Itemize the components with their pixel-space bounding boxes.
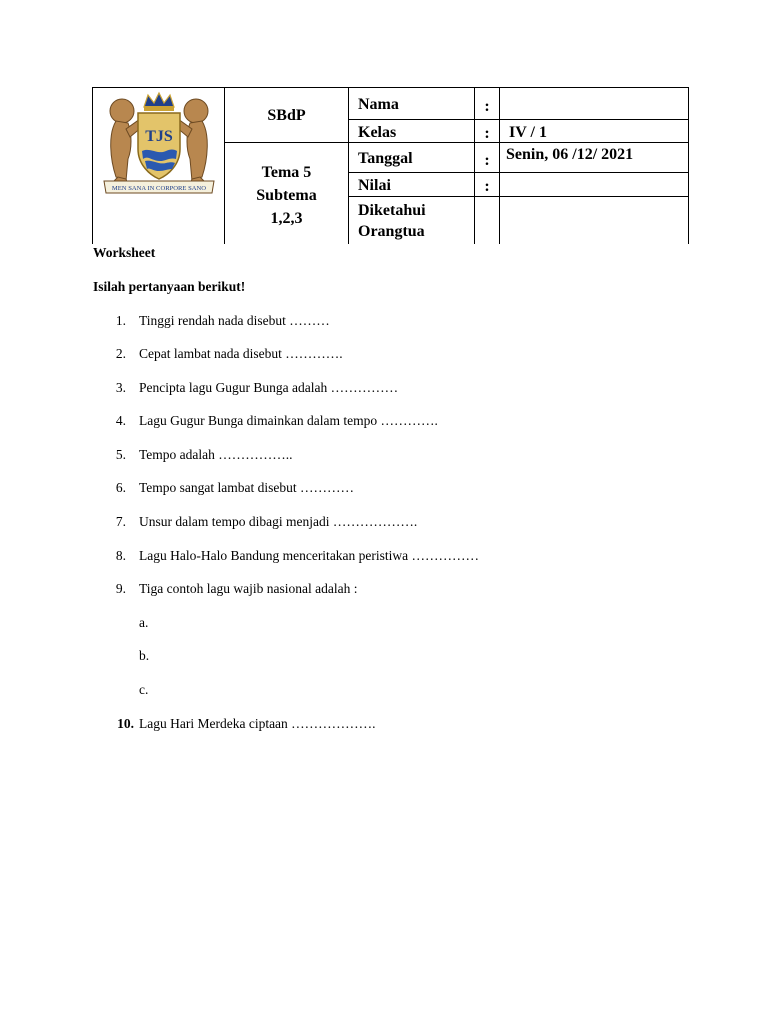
field-sep-nama: : xyxy=(484,98,490,115)
field-sep-tanggal: : xyxy=(484,152,490,169)
question-number: 8. xyxy=(115,548,126,563)
sub-item-a: a. xyxy=(139,615,149,630)
right-lion-icon xyxy=(176,99,208,185)
field-label-nilai: Nilai xyxy=(358,177,391,194)
question-text: Tinggi rendah nada disebut ……… xyxy=(139,313,330,328)
question-number: 4. xyxy=(115,413,126,428)
sub-item-c: c. xyxy=(139,682,149,697)
question-text: Lagu Gugur Bunga dimainkan dalam tempo …………. xyxy=(139,413,438,428)
theme-line-1: Tema 5 xyxy=(261,164,312,181)
theme-label xyxy=(225,161,348,230)
question-text: Tempo adalah …………….. xyxy=(139,447,293,462)
field-sep-nilai: : xyxy=(484,178,490,195)
logo-motto: MEN SANA IN CORPORE SANO xyxy=(111,185,207,192)
question-text: Lagu Hari Merdeka ciptaan ………………. xyxy=(139,716,376,731)
theme-line-3: 1,2,3 xyxy=(270,210,303,227)
question-text: Cepat lambat nada disebut …………. xyxy=(139,346,343,361)
question-text: Lagu Halo-Halo Bandung menceritakan peristiwa …………… xyxy=(139,548,480,563)
question-number: 9. xyxy=(115,581,126,596)
school-logo xyxy=(98,89,220,199)
field-label-diketahui-orangtua xyxy=(358,200,426,242)
field-label-line-1: Diketahui xyxy=(358,202,426,219)
question-number: 7. xyxy=(115,514,126,529)
question-number: 1. xyxy=(115,313,126,328)
logo-monogram: TJS xyxy=(145,128,173,145)
field-label-line-2: Orangtua xyxy=(358,223,425,240)
subject-label: SBdP xyxy=(267,107,306,124)
crown-icon xyxy=(144,93,174,111)
sub-item-b: b. xyxy=(139,648,150,663)
question-text: Tiga contoh lagu wajib nasional adalah : xyxy=(139,581,358,596)
field-value-tanggal: Senin, 06 /12/ 2021 xyxy=(506,146,634,163)
instruction-text: Isilah pertanyaan berikut! xyxy=(93,279,246,294)
theme-line-2: Subtema xyxy=(256,187,317,204)
left-lion-icon xyxy=(110,99,142,185)
question-number: 5. xyxy=(115,447,126,462)
question-number: 10. xyxy=(117,716,134,731)
worksheet-title: Worksheet xyxy=(93,245,156,260)
field-label-tanggal: Tanggal xyxy=(358,150,413,167)
field-value-kelas: IV / 1 xyxy=(509,124,547,141)
question-number: 6. xyxy=(115,480,126,495)
field-sep-kelas: : xyxy=(484,125,490,142)
question-text: Unsur dalam tempo dibagi menjadi ………………. xyxy=(139,514,418,529)
question-number: 3. xyxy=(115,380,126,395)
question-number: 2. xyxy=(115,346,126,361)
question-text: Pencipta lagu Gugur Bunga adalah …………… xyxy=(139,380,399,395)
field-label-kelas: Kelas xyxy=(358,124,397,141)
question-text: Tempo sangat lambat disebut ………… xyxy=(139,480,355,495)
field-label-nama: Nama xyxy=(358,96,399,113)
header-table xyxy=(92,87,689,244)
shield-icon xyxy=(138,113,180,179)
